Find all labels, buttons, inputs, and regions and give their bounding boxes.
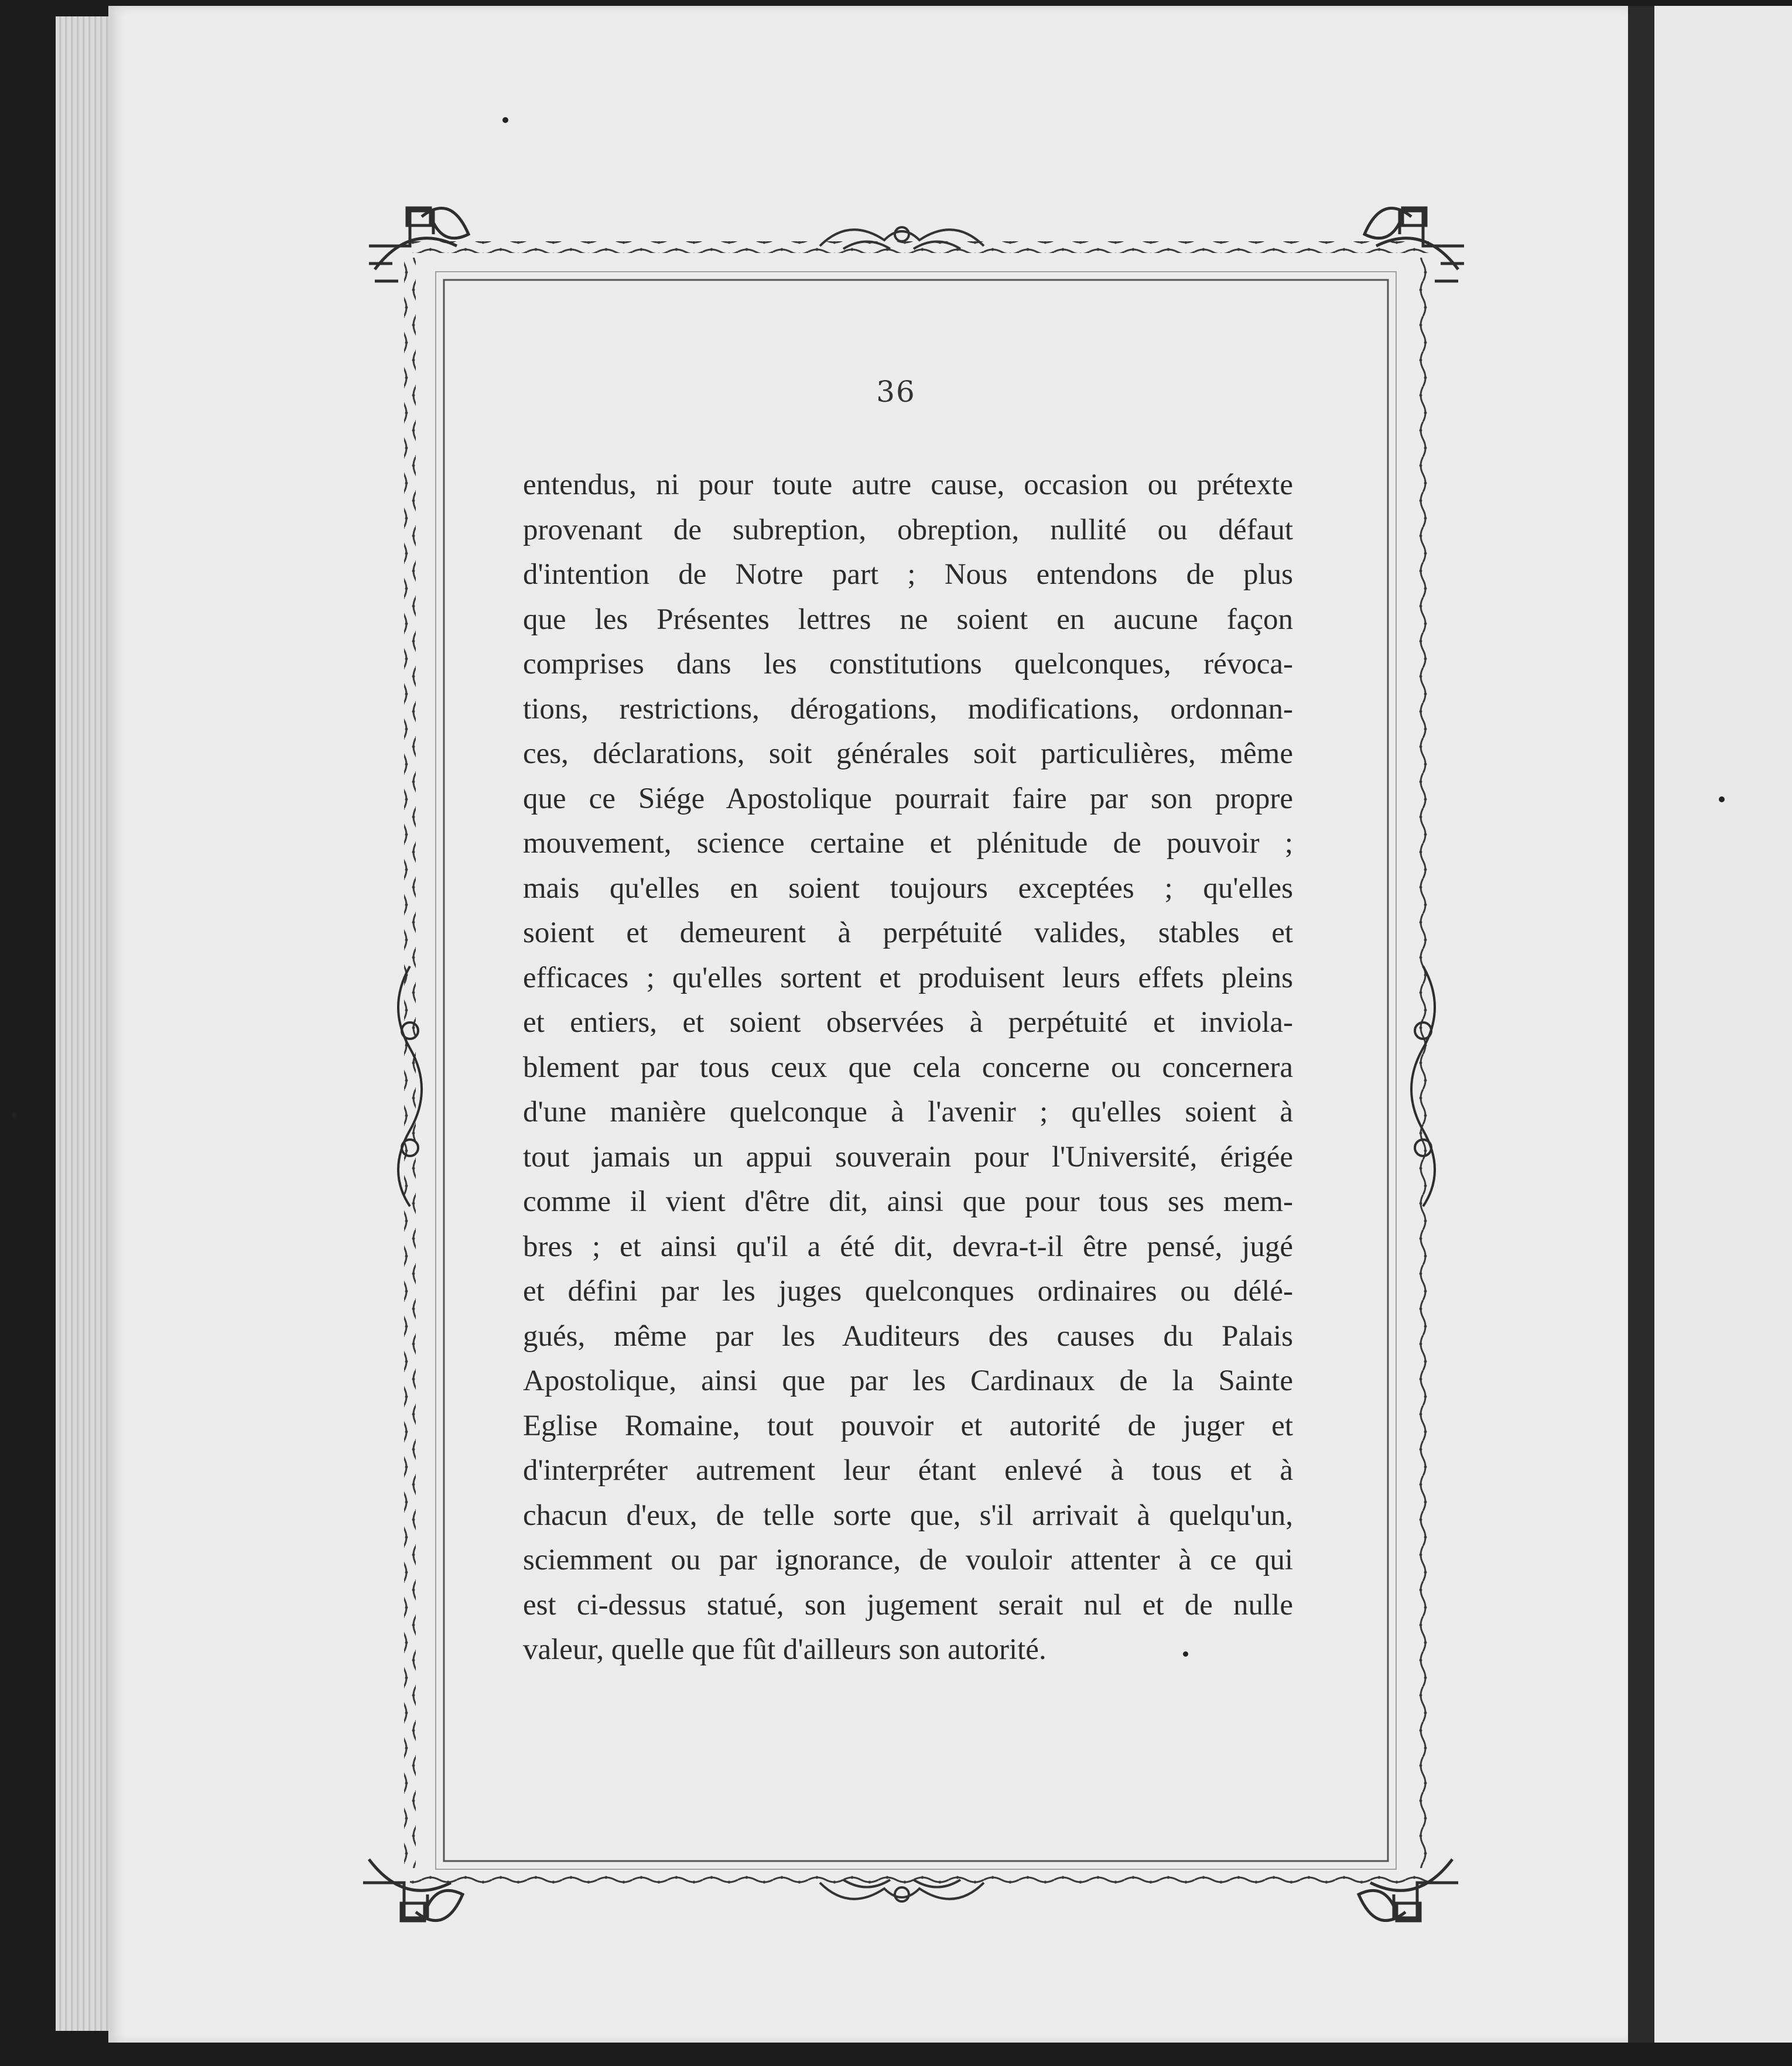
text-line: tions, restrictions, dérogations, modifications, ordonnan- [523,692,1293,726]
text-line: d'interpréter autrement leur étant enlevé à tous et à [523,1454,1293,1487]
text-line: gués, même par les Auditeurs des causes du Palais [523,1319,1293,1353]
text-line: et entiers, et soient observées à perpétuité et inviola- [523,1006,1293,1039]
text-line: sciemment ou par ignorance, de vouloir attenter à ce qui [523,1544,1293,1576]
text-line: et défini par les juges quelconques ordinaires ou délé- [523,1275,1293,1308]
text-line: que les Présentes lettres ne soient en aucune façon [523,603,1293,636]
text-line-last: valeur, quelle que fût d'ailleurs son autorité. [523,1633,1047,1666]
scan-speck [12,1113,17,1118]
body-text [523,463,1293,1672]
page-number: 36 [876,375,916,409]
text-line: chacun d'eux, de telle sorte que, s'il arrivait à quelqu'un, [523,1499,1293,1532]
text-line: entendus, ni pour toute autre cause, occasion ou prétexte [523,468,1293,501]
text-line: soient et demeurent à perpétuité valides, stables et [523,916,1293,949]
text-line: tout jamais un appui souverain pour l'Université, érigée [523,1140,1293,1174]
text-line: Apostolique, ainsi que par les Cardinaux de la Sainte [523,1364,1293,1397]
text-line: Eglise Romaine, tout pouvoir et autorité de juger et [523,1409,1293,1442]
text-line: blement par tous ceux que cela concerne ou concernera [523,1051,1293,1084]
text-line: bres ; et ainsi qu'il a été dit, devra-t-il être pensé, jugé [523,1230,1293,1263]
text-line: mais qu'elles en soient toujours exceptées ; qu'elles [523,871,1293,905]
scan-speck [1719,796,1725,802]
text-line: comme il vient d'être dit, ainsi que pour tous ses mem- [523,1185,1293,1218]
text-line: comprises dans les constitutions quelconques, révoca- [523,648,1293,680]
text-line: mouvement, science certaine et plénitude de pouvoir ; [523,827,1293,860]
text-line: efficaces ; qu'elles sortent et produisent leurs effets pleins [523,961,1293,994]
text-line: d'intention de Notre part ; Nous entendons de plus [523,558,1293,591]
text-line: d'une manière quelconque à l'avenir ; qu'elles soient à [523,1096,1293,1128]
scan-speck [502,117,508,123]
text-line: provenant de subreption, obreption, nullité ou défaut [523,513,1293,546]
text-line: que ce Siége Apostolique pourrait faire par son propre [523,782,1293,815]
scan-speck [1183,1651,1188,1657]
text-line: est ci-dessus statué, son jugement serait nul et de nulle [523,1588,1293,1622]
text-line: ces, déclarations, soit générales soit particulières, même [523,737,1293,770]
